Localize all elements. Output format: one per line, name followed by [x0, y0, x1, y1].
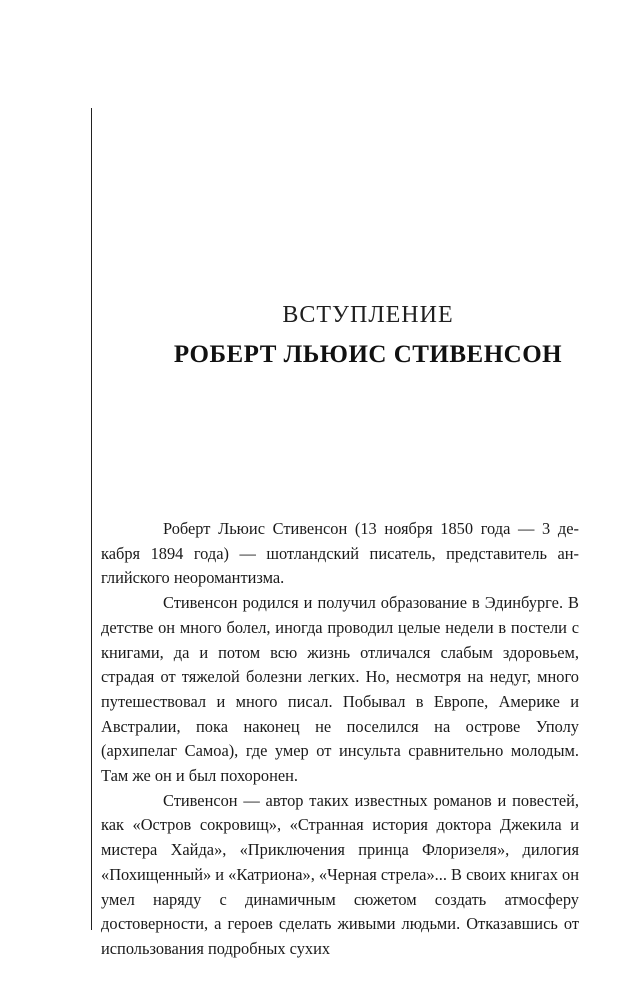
body-text — [101, 517, 579, 962]
chapter-subtitle: ВСТУПЛЕНИЕ — [282, 302, 454, 328]
paragraph-3: Стивенсон — автор таких известных романов и повестей, как «Остров сокровищ», «Странная история доктора Джекила и мистера Хайда», «Приключения принца Флоризеля», дилогия «Похищенный» и «Катриона», «Черная стрела»... В своих книгах он умел наряду с динамичным сюжетом создать атмосферу достоверности, а героев сделать живыми людьми. Отказавшись от использования подробных сухих — [101, 790, 580, 958]
chapter-heading — [92, 300, 644, 372]
chapter-title: РОБЕРТ ЛЬЮИС СТИВЕНСОН — [173, 341, 563, 368]
paragraph-1: Роберт Льюис Стивенсон (13 ноября 1850 года — 3 декабря 1894 года) — шотландский писатель, представитель английского неоромантизма. — [101, 519, 579, 588]
margin-rule — [91, 108, 92, 930]
paragraph-2: Стивенсон родился и получил образование в Эдинбурге. В детстве он много болел, иногда проводил целые недели в постели с книгами, да и потом всю жизнь отличался слабым здоровьем, страдая от тяжелой болезни легких. Но, несмотря на недуг, много путешествовал и много писал. Побывал в Европе, Америке и Австралии, пока наконец не поселился на острове Уполу (архипелаг Самоа), где умер от инсульта сравнительно молодым. Там же он и был похоронен. — [101, 593, 579, 786]
